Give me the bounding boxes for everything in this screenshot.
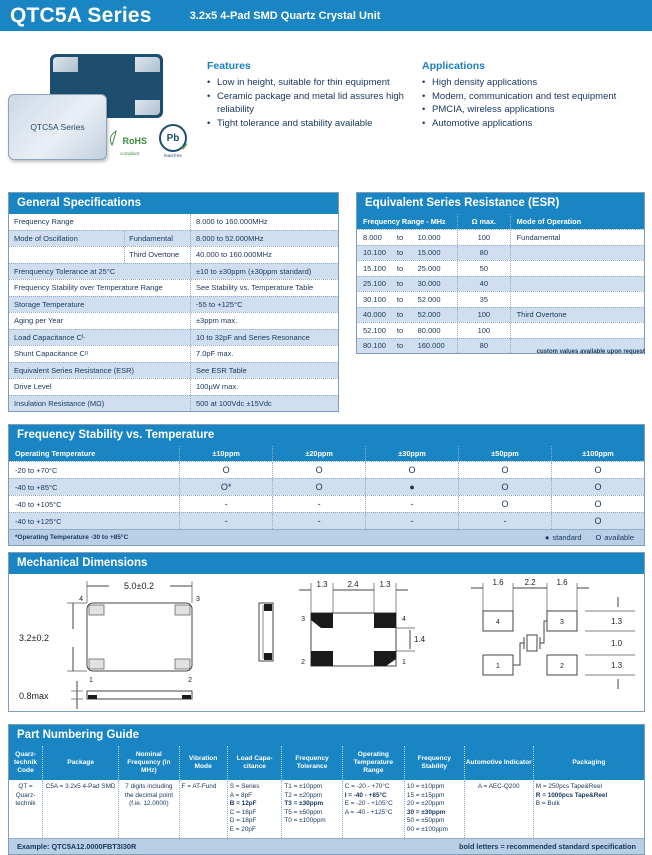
check-icon: ✓ xyxy=(180,142,189,153)
stability-cell: O xyxy=(551,462,644,478)
legend-label: available xyxy=(604,533,634,542)
spec-row xyxy=(9,395,338,412)
spec-value: 10 to 32pF and Series Resonance xyxy=(190,330,338,346)
dim: 1.3 xyxy=(611,617,623,626)
bullet-icon: • xyxy=(207,90,211,102)
pn-col-header: Nominal Frequency (in MHz) xyxy=(118,746,178,780)
mechanical-title: Mechanical Dimensions xyxy=(9,553,644,574)
bullet-icon: • xyxy=(422,117,426,129)
esr-ohm: 35 xyxy=(457,292,509,307)
esr-row: 8.000 to 10.000 100 Fundamental xyxy=(357,229,644,245)
esr-row: 15.100 to 25.000 50 xyxy=(357,260,644,276)
pn-col-header: Vibration Mode xyxy=(179,746,227,780)
application-text: Automotive applications xyxy=(432,117,533,129)
spec-value: 8.000 to 160.000MHz xyxy=(190,214,338,230)
stability-cell: O xyxy=(365,462,458,478)
pn-col-header: Operating Temperature Range xyxy=(342,746,404,780)
available-circle-icon: O xyxy=(595,533,602,542)
dim: 1.6 xyxy=(556,578,568,587)
esr-col-header: Mode of Operation xyxy=(510,214,644,229)
page-title: QTC5A Series xyxy=(10,3,152,27)
stability-col-header: ±50ppm xyxy=(458,446,551,461)
spec-value: ±10 to ±30ppm (±30ppm standard) xyxy=(190,264,338,280)
application-item xyxy=(422,90,648,104)
spec-row xyxy=(9,296,338,313)
stability-cell: - xyxy=(179,496,272,512)
stability-temp: -20 to +70°C xyxy=(15,465,58,475)
pn-cell: C = -20 - +70°C I = -40 - +85°C E = -20 - +105°C A = -40 - +125°C xyxy=(342,780,404,838)
esr-row: 80.100 to 160.000 80 xyxy=(357,338,644,354)
dim: 1.0 xyxy=(611,639,623,648)
stability-cell: O xyxy=(551,479,644,495)
feature-item xyxy=(207,76,419,90)
pb-free-logo xyxy=(156,124,190,158)
part-numbering-footer xyxy=(9,838,644,854)
spec-row xyxy=(9,378,338,395)
dim-thickness: 0.8max xyxy=(19,691,49,701)
spec-label: Frequency Range xyxy=(14,217,74,227)
bullet-icon: • xyxy=(422,77,426,88)
feature-text: Tight tolerance and stability available xyxy=(217,117,373,129)
stability-cell: O xyxy=(551,496,644,512)
spec-row xyxy=(9,312,338,329)
stability-header-row xyxy=(9,446,644,461)
stability-cell: O xyxy=(179,462,272,478)
pin-label: 2 xyxy=(188,677,192,684)
pin-label: 1 xyxy=(402,659,406,666)
stability-cell: - xyxy=(179,513,272,529)
dim: 1.3 xyxy=(316,580,328,589)
esr-ohm: 100 xyxy=(457,308,509,323)
spec-value: 100µW max. xyxy=(190,379,338,395)
spec-row xyxy=(9,263,338,280)
pn-cell: A = AEC-Q200 xyxy=(464,780,533,838)
legend-label: standard xyxy=(552,533,582,542)
esr-ohm: 100 xyxy=(457,230,509,245)
spec-label: Frenquency Tolerance at 25°C xyxy=(14,266,116,276)
stability-temp: -40 to +105°C xyxy=(15,499,62,509)
pn-col-header: Package xyxy=(42,746,118,780)
spec-value: 40.000 to 160.000MHz xyxy=(190,247,338,263)
package-pad xyxy=(53,57,78,72)
esr-header-row xyxy=(357,214,644,229)
mechanical-drawings xyxy=(9,573,644,711)
stability-cell: - xyxy=(365,513,458,529)
stability-row xyxy=(9,461,644,478)
dim: 2.2 xyxy=(524,578,536,587)
spec-label xyxy=(9,247,124,263)
stability-temp: -40 to +125°C xyxy=(15,516,62,526)
stability-col-header: ±30ppm xyxy=(365,446,458,461)
spec-label: Load Capacitance C L xyxy=(14,332,86,342)
application-item xyxy=(422,117,648,131)
feature-text: Low in height, suitable for thin equipment xyxy=(217,77,390,88)
spec-value: 8.000 to 52.000MHz xyxy=(190,231,338,247)
applications-title: Applications xyxy=(422,60,486,72)
dim: 1.4 xyxy=(414,635,426,644)
general-specs-table xyxy=(9,214,338,411)
pin-label: 3 xyxy=(196,596,200,603)
esr-col-header: Ω max. xyxy=(457,214,509,229)
pad-label: 3 xyxy=(560,619,564,626)
part-number-example: Example: QTC5A12.0000FBT3I30R xyxy=(17,841,137,851)
stability-footer xyxy=(9,529,644,545)
spec-row xyxy=(9,279,338,296)
esr-col-header: Frequency Range - MHz xyxy=(363,217,446,226)
pad-label: 4 xyxy=(496,619,500,626)
bullet-icon: • xyxy=(422,90,426,102)
spec-row xyxy=(9,329,338,346)
part-numbering-title: Part Numbering Guide xyxy=(9,725,644,746)
spec-label: Equivalent Series Resistance (ESR) xyxy=(14,365,135,375)
spec-value: 7.0pF max. xyxy=(190,346,338,362)
stability-cell: O xyxy=(458,479,551,495)
pn-col-header: Packaging xyxy=(533,746,644,780)
stability-row xyxy=(9,478,644,495)
spec-value: See Stability vs. Temperature Table xyxy=(190,280,338,296)
page-header xyxy=(0,0,652,31)
pn-cell: 10 = ±10ppm 15 = ±15ppm 20 = ±20ppm 30 = ±30ppm 50 = ±50ppm 00 = ±100ppm xyxy=(404,780,464,838)
stability-row xyxy=(9,495,644,512)
esr-note: custom values available upon request xyxy=(536,349,645,355)
spec-row xyxy=(9,345,338,362)
esr-mode: Fundamental xyxy=(510,230,644,245)
spec-row xyxy=(9,230,338,247)
pin-label: 1 xyxy=(89,677,93,684)
stability-cell: - xyxy=(272,513,365,529)
dim-width: 5.0±0.2 xyxy=(124,581,154,591)
dim-height: 3.2±0.2 xyxy=(19,633,49,643)
pad-label: 2 xyxy=(560,663,564,670)
esr-row: 30.100 to 52.000 35 xyxy=(357,291,644,307)
pn-col-header: Automotive Indicator xyxy=(464,746,533,780)
general-specs-title: General Specifications xyxy=(9,193,338,214)
application-item xyxy=(422,76,648,90)
stability-cell: O xyxy=(272,479,365,495)
esr-row: 52.100 to 80.000 100 xyxy=(357,322,644,338)
rohs-logo xyxy=(108,130,154,156)
esr-ohm: 40 xyxy=(457,277,509,292)
stability-cell: - xyxy=(458,513,551,529)
pn-col-header: Load Capa- citance xyxy=(227,746,282,780)
pn-cell: 7 digits including the decimal point (f.ie. 12.0000) xyxy=(118,780,178,838)
spec-value: ±3ppm max. xyxy=(190,313,338,329)
application-text: High density applications xyxy=(432,77,538,88)
stability-section xyxy=(8,424,645,546)
stability-cell: O xyxy=(551,513,644,529)
side-profile-drawing xyxy=(249,573,283,711)
stability-footnote: *Operating Temperature -30 to +85°C xyxy=(15,534,129,541)
rohs-label: RoHS xyxy=(122,135,147,146)
part-numbering-header-row xyxy=(9,746,644,780)
stability-cell: ● xyxy=(365,479,458,495)
spec-sublabel: Fundamental xyxy=(124,231,190,247)
esr-ohm: 80 xyxy=(457,246,509,261)
stability-legend xyxy=(545,533,644,542)
pin-label: 4 xyxy=(79,596,83,603)
part-numbering-section xyxy=(8,724,645,855)
esr-title: Equivalent Series Resistance (ESR) xyxy=(357,193,644,214)
pn-cell: F = AT-Fund xyxy=(179,780,227,838)
stability-cell: O* xyxy=(179,479,272,495)
standard-dot-icon: ● xyxy=(544,533,550,542)
pad-label: 1 xyxy=(496,663,500,670)
features-title: Features xyxy=(207,60,251,72)
pb-free-sublabel: lead-free xyxy=(164,153,182,158)
bullet-icon: • xyxy=(207,77,211,88)
stability-cell: O xyxy=(458,496,551,512)
crystal-package-front-image xyxy=(8,94,107,160)
bold-letters-note: bold letters = recommended standard specification xyxy=(459,841,636,851)
dim: 1.3 xyxy=(611,661,623,670)
spec-sublabel: Third Overtone xyxy=(124,247,190,263)
page-subtitle: 3.2x5 4-Pad SMD Quartz Crystal Unit xyxy=(189,9,381,22)
esr-row: 25.100 to 30.000 40 xyxy=(357,276,644,292)
pn-col-header: Quarz- technik Code xyxy=(13,751,38,774)
spec-label: Storage Temperature xyxy=(14,299,85,309)
feature-text: Ceramic package and metal lid assures high reliability xyxy=(217,90,404,115)
application-item xyxy=(422,103,648,117)
dim: 2.4 xyxy=(347,580,359,589)
dim: 1.3 xyxy=(379,580,391,589)
pin-label: 2 xyxy=(301,659,305,666)
crystal-symbol xyxy=(513,621,547,665)
esr-ohm: 100 xyxy=(457,323,509,338)
feature-item xyxy=(207,90,419,117)
stability-col-header: ±20ppm xyxy=(272,446,365,461)
product-image xyxy=(8,46,208,188)
esr-ohm: 50 xyxy=(457,261,509,276)
pin-label: 3 xyxy=(301,616,305,623)
package-pad xyxy=(135,100,160,115)
stability-col-header: ±100ppm xyxy=(551,446,644,461)
spec-row xyxy=(9,246,338,263)
spec-label: Shunt Capacitance C 0 xyxy=(14,349,88,359)
stability-row xyxy=(9,512,644,529)
stability-col-header: Operating Temperature xyxy=(15,449,96,458)
spec-row xyxy=(9,214,338,230)
pn-cell: C5A = 3.2x5 4-Pad SMD xyxy=(42,780,118,838)
spec-label: Frequency Stability over Temperature Range xyxy=(14,283,163,293)
features-block xyxy=(207,60,419,130)
pn-cell: T1 = ±10ppm T2 = ±20ppm T3 = ±30ppm T5 = ±50ppm T0 = ±100ppm xyxy=(281,780,341,838)
package-label: QTC5A Series xyxy=(30,122,85,132)
esr-mode xyxy=(510,292,644,307)
rohs-sublabel: compliant xyxy=(120,151,140,156)
esr-mode xyxy=(510,323,644,338)
pn-col-header: Frequency Stability xyxy=(404,746,464,780)
esr-section xyxy=(356,192,645,354)
bullet-icon: • xyxy=(207,117,211,129)
esr-row: 40.000 to 52.000 100 Third Overtone xyxy=(357,307,644,323)
part-numbering-body-row xyxy=(9,780,644,838)
feature-item xyxy=(207,117,419,131)
spec-label: Drive Level xyxy=(14,382,52,392)
pn-cell: S = Series A = 8pF B = 12pF C = 16pF D = 18pF E = 20pF xyxy=(227,780,282,838)
spec-value: -55 to +125°C xyxy=(190,297,338,313)
general-specs-section xyxy=(8,192,339,412)
bottom-pad-view-drawing xyxy=(283,573,435,711)
stability-title: Frequency Stability vs. Temperature xyxy=(9,425,644,446)
dim: 1.6 xyxy=(492,578,504,587)
spec-label: Mode of Oscillation xyxy=(14,233,78,243)
package-pad xyxy=(135,57,160,72)
application-text: PMCIA, wireless applications xyxy=(432,104,555,115)
spec-label: Insulation Resistance (MΩ) xyxy=(14,398,105,408)
stability-cell: - xyxy=(272,496,365,512)
top-view-drawing xyxy=(9,573,249,711)
spec-value: 500 at 100Vdc ±15Vdc xyxy=(190,396,338,412)
pb-label: Pb xyxy=(166,132,180,144)
stability-col-header: ±10ppm xyxy=(179,446,272,461)
land-pattern-drawing xyxy=(435,573,644,711)
esr-ohm: 80 xyxy=(457,339,509,354)
pin-label: 4 xyxy=(402,616,406,623)
applications-block xyxy=(422,60,648,130)
application-text: Modem, communication and test equipment xyxy=(432,90,617,102)
esr-mode xyxy=(510,277,644,292)
spec-row xyxy=(9,362,338,379)
leaf-icon xyxy=(108,130,118,151)
esr-mode xyxy=(510,246,644,261)
esr-row: 10.100 to 15.000 80 xyxy=(357,245,644,261)
esr-mode: Third Overtone xyxy=(510,308,644,323)
stability-cell: O xyxy=(272,462,365,478)
pn-cell: QT = Quarz- technik xyxy=(15,783,36,808)
stability-temp: -40 to +85°C xyxy=(15,482,58,492)
pb-free-icon xyxy=(159,124,187,152)
pn-cell: M = 250pcs Tape&Reel R = 1000pcs Tape&Reel B = Bulk xyxy=(533,780,644,838)
spec-label: Aging per Year xyxy=(14,316,64,326)
stability-cell: O xyxy=(458,462,551,478)
pn-col-header: Frequency Tolerance xyxy=(281,746,341,780)
stability-cell: - xyxy=(365,496,458,512)
spec-value: See ESR Table xyxy=(190,363,338,379)
bullet-icon: • xyxy=(422,104,426,115)
esr-mode xyxy=(510,261,644,276)
